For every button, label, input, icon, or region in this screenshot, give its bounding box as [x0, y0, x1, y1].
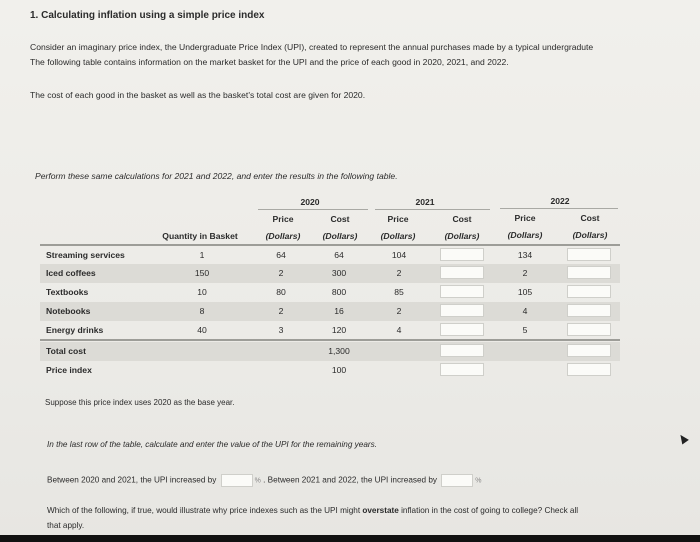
total-cost-label: Total cost [46, 346, 86, 356]
cost-2022-input[interactable] [567, 248, 611, 261]
quantity-value: 10 [197, 287, 207, 297]
cost-header-2021: Cost [452, 214, 472, 224]
table-row [40, 283, 620, 302]
cost-header-2020: Cost [330, 214, 350, 224]
unit-header-price-2021: (Dollars) [380, 231, 416, 241]
cost-2020-value: 800 [331, 287, 347, 297]
row-label: Iced coffees [46, 268, 96, 278]
unit-header-price-2022: (Dollars) [507, 230, 543, 240]
price-index-2022-input[interactable] [567, 363, 611, 376]
price-2020-value: 3 [278, 325, 284, 335]
cost-2021-input[interactable] [440, 323, 484, 336]
price-header-2022: Price [514, 213, 536, 223]
base-year-note: Suppose this price index uses 2020 as the base year. [45, 398, 235, 407]
price-2022-value: 4 [522, 306, 528, 316]
price-index-label: Price index [46, 365, 92, 375]
unit-header-price-2020: (Dollars) [265, 231, 301, 241]
year-2020-rule [258, 209, 368, 210]
price-2021-value: 85 [394, 287, 404, 297]
row-label: Textbooks [46, 287, 89, 297]
price-index-2020-value: 100 [331, 365, 347, 375]
price-header-2020: Price [272, 214, 294, 224]
year-2021: 2021 [415, 197, 435, 207]
quantity-value: 8 [199, 306, 205, 316]
increase-2021-input[interactable] [221, 474, 253, 487]
year-2022-rule [500, 208, 618, 209]
cost-2022-input[interactable] [567, 266, 611, 279]
price-2022-value: 105 [517, 287, 533, 297]
price-2021-value: 4 [396, 325, 402, 335]
price-index-2021-input[interactable] [440, 363, 484, 376]
quantity-value: 1 [199, 250, 205, 260]
cost-2021-input[interactable] [440, 248, 484, 261]
row-label: Notebooks [46, 306, 91, 316]
intro-line-2: The following table contains information on the market basket for the UPI and the price of each good in 2020, 2021, and 2022. [30, 57, 509, 67]
cost-header-2022: Cost [580, 213, 600, 223]
table-row [40, 246, 620, 265]
table-row [40, 302, 620, 321]
question-title: 1. Calculating inflation using a simple price index [30, 10, 265, 21]
unit-header-cost-2022: (Dollars) [572, 230, 608, 240]
total-divider [40, 339, 620, 341]
year-2021-rule [375, 209, 490, 210]
cost-note: The cost of each good in the basket as well as the basket's total cost are given for 2020. [30, 90, 366, 100]
question-line-1 [47, 506, 578, 515]
price-2021-value: 104 [391, 250, 407, 260]
table-row [40, 264, 620, 283]
quantity-value: 40 [197, 325, 207, 335]
table-row [40, 321, 620, 340]
total-cost-2020-value: 1,300 [328, 346, 350, 356]
quantity-header: Quantity in Basket [162, 231, 238, 241]
cost-2020-value: 16 [334, 306, 344, 316]
unit-header-cost-2021: (Dollars) [444, 231, 480, 241]
percent-sign: % [475, 477, 482, 485]
total-cost-2022-input[interactable] [567, 344, 611, 357]
question-line-2: that apply. [47, 521, 85, 530]
total-cost-row [40, 342, 620, 361]
price-header-2021: Price [387, 214, 409, 224]
cost-2021-input[interactable] [440, 285, 484, 298]
price-index-row [40, 361, 620, 380]
intro-line-1: Consider an imaginary price index, the Undergraduate Price Index (UPI), created to represent the annual purchases made by a typical undergradute [30, 42, 594, 52]
screen-bottom-edge [0, 535, 700, 542]
row-label: Streaming services [46, 250, 125, 260]
price-2022-value: 2 [522, 268, 528, 278]
year-2022: 2022 [550, 196, 570, 206]
mouse-cursor-icon [677, 433, 689, 445]
row-label: Energy drinks [46, 325, 104, 335]
increase-sentence [47, 474, 482, 487]
instruction: Perform these same calculations for 2021 and 2022, and enter the results in the following table. [35, 171, 398, 181]
increase-2022-label: . Between 2021 and 2022, the UPI increased by [263, 475, 438, 485]
quantity-value: 150 [194, 268, 210, 278]
year-2020: 2020 [300, 197, 320, 207]
total-cost-2021-input[interactable] [440, 344, 484, 357]
cost-2021-input[interactable] [440, 304, 484, 317]
cost-2020-value: 300 [331, 268, 347, 278]
price-2020-value: 80 [276, 287, 286, 297]
cost-2022-input[interactable] [567, 323, 611, 336]
cost-2021-input[interactable] [440, 266, 484, 279]
price-2020-value: 2 [278, 306, 284, 316]
last-row-instruction: In the last row of the table, calculate and enter the value of the UPI for the remaining years. [47, 440, 377, 449]
increase-2022-input[interactable] [441, 474, 473, 487]
price-2022-value: 5 [522, 325, 528, 335]
cost-2020-value: 120 [331, 325, 347, 335]
price-2022-value: 134 [517, 250, 533, 260]
price-2020-value: 2 [278, 268, 284, 278]
increase-2021-label: Between 2020 and 2021, the UPI increased by [47, 475, 217, 485]
price-2021-value: 2 [396, 306, 402, 316]
cost-2020-value: 64 [334, 250, 344, 260]
cost-2022-input[interactable] [567, 304, 611, 317]
cost-2022-input[interactable] [567, 285, 611, 298]
question-text-end: inflation in the cost of going to college? Check all [401, 506, 579, 515]
unit-header-cost-2020: (Dollars) [322, 231, 358, 241]
price-2021-value: 2 [396, 268, 402, 278]
question-emphasis: overstate [362, 506, 399, 515]
price-2020-value: 64 [276, 250, 286, 260]
percent-sign: % [254, 477, 261, 485]
question-text: Which of the following, if true, would illustrate why price indexes such as the UPI might [47, 506, 361, 515]
